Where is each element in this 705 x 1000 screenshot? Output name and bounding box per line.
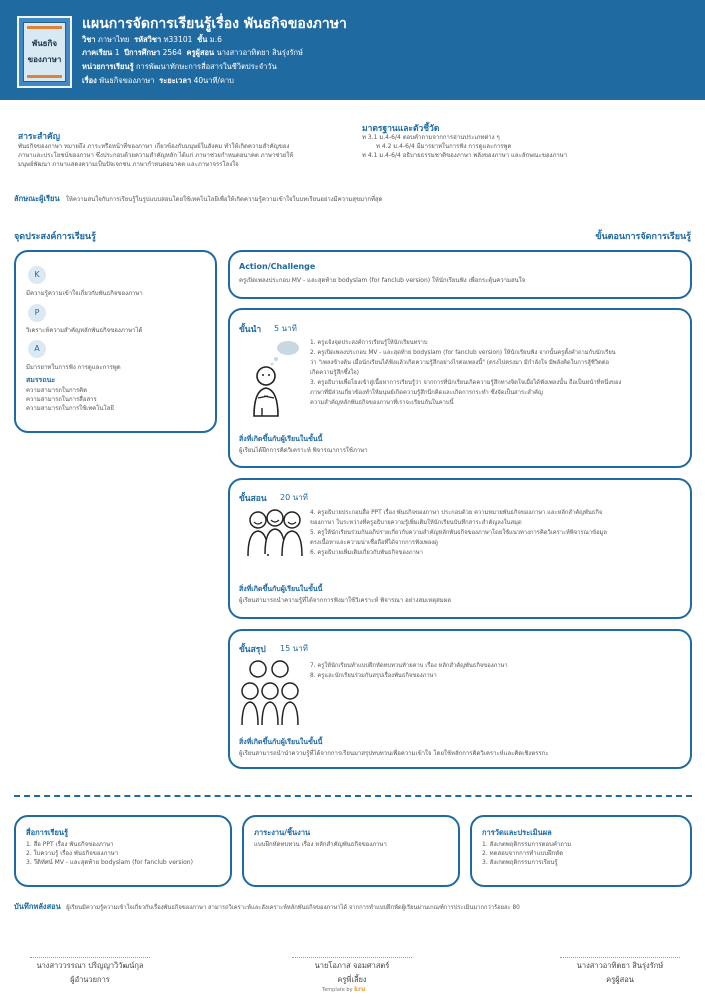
materials-title: สื่อการเรียนรู้ <box>26 828 69 837</box>
section-divider <box>14 795 692 797</box>
competency-list: ความสามารถในการคิด ความสามารถในการสื่อสาร ความสามารถในการใช้เทคโนโลยี <box>26 387 114 412</box>
signature-line-1 <box>30 957 150 958</box>
intro-steps: 1. ครูแจ้งจุดประสงค์การเรียนรู้ให้นักเรียนทราบ 2. ครูเปิดเพลงประกอบ MV - และสุดท้าย bodyslam (for fanclub version) ให้นักเรียนฟัง จากนั้นครูตั้งคำถามกับนักเรียน ว่า "เพลงข้างต้น เมื่อนักเรียนได้ฟังแล้วเกิดความรู้สึกอย่างไรต่อเพลงนี้" (ตรงไปตรงมา มีกำลังใจ มีพลังคิดในการสู้ชีวิตต่อ เกิดความรู้สึกซึ้งใจ) 3. ครูอธิบายเพื่อโยงเข้าสู่เนื้อหาการเรียนรู้ว่า จากการที่นักเรียนเกิดความรู้สึกทางจิตใจเมื่อได้ฟังเพลงนั้น ถือเป็นหน้าที่หนึ่งของ ภาษาที่มีส่วนเกี่ยวข้องทำให้มนุษย์เกิดความรู้สึกนึกคิดและเกิดการกระทำ ซึ่งจัดเป็นสาระสำคัญ ความสำคัญหลักพันธกิจของภาษาที่เราจะเรียนกันในคาบนี้ <box>310 340 622 406</box>
header-topic-line: เรื่อง พันธกิจของภาษา ระยะเวลา 40นาที/คาบ <box>82 76 234 85</box>
summary-result-title: สิ่งที่เกิดขึ้นกับผู้เรียนในขั้นนี้ <box>239 738 323 746</box>
challenge-title: Action/Challenge <box>239 262 316 271</box>
p-objective: วิเคราะห์ความสำคัญหลักพันธกิจของภาษาได้ <box>26 327 143 334</box>
p-badge: P <box>28 304 46 322</box>
signature-name-1: นางสาววรรณา ปริญญาวิวัฒน์กุล <box>36 961 144 970</box>
teach-phase-card <box>228 478 692 619</box>
essence-text: พันธกิจของภาษา หมายถึง ภาระหรือหน้าที่ของภาษา เกี่ยวข้องกับมนุษย์ในสังคม ทำให้เกิดความสำคัญของ ภาษาและประโยชน์ของภาษา ซึ่งประกอบด้วยความสำคัญหลัก ได้แก่ ภาษาช่วยกำหนดอนาคต ภาษาช่วยให้ มนุษย์พัฒนา ภาษาแสดงความเป็นปัจเจกชน ภาษากำหนดอนาคต และภาษาจรรโลงใจ <box>18 143 294 168</box>
standards-title: มาตรฐานและตัวชี้วัด <box>362 124 440 134</box>
intro-result-text: ผู้เรียนได้ฝึกการคิดวิเคราะห์ พิจารณาการใช้ภาษา <box>239 447 368 454</box>
group-summary-icon <box>238 657 308 727</box>
summary-steps: 7. ครูให้นักเรียนทำแบบฝึกหัดทบทวนท้ายคาบ เรื่อง หลักสำคัญพันธกิจของภาษา 8. ครูและนักเรียนร่วมกันสรุปเรื่องพันธกิจของภาษา <box>310 663 508 679</box>
after-teaching-note: บันทึกหลังสอน ผู้เรียนมีความรู้ความเข้าใจเกี่ยวกับเรื่องพันธกิจของภาษา สามารถวิเคราะห์และสังเคราะห์หลักพันธกิจของภาษาได้ จากการทำแบบฝึกหัดผู้เรียนผ่านเกณฑ์การประเมินมากกว่าร้อยละ 80 <box>14 902 520 911</box>
materials-card <box>14 815 232 887</box>
signature-role-1: ผู้อำนวยการ <box>70 975 110 984</box>
signature-line-3 <box>560 957 680 958</box>
summary-result-text: ผู้เรียนสามารถนำนำความรู้ที่ได้จากการเรียนมาสรุปทบทวนเพื่อความเข้าใจ โดยใช้หลักการคิดวิเคราะห์และคิดเชิงตรรกะ <box>239 750 549 757</box>
header-banner <box>0 0 705 100</box>
intro-time: 5 นาที <box>274 324 297 333</box>
tasks-text: แบบฝึกหัดทบทวน เรื่อง หลักสำคัญพันธกิจของภาษา <box>254 841 387 848</box>
challenge-card <box>228 250 692 299</box>
header-subject-line: วิชา ภาษาไทย รหัสวิชา ท33101 ชั้น ม.6 <box>82 35 222 44</box>
teach-time: 20 นาที <box>280 493 308 502</box>
signature-line-2 <box>292 957 412 958</box>
book-cover-line1: พันธกิจ <box>31 39 58 48</box>
teach-title: ขั้นสอน <box>239 494 267 504</box>
page-title: แผนการจัดการเรียนรู้เรื่อง พันธกิจของภาษา <box>82 16 347 32</box>
materials-list: 1. สื่อ PPT เรื่อง พันธกิจของภาษา 2. ใบความรู้ เรื่อง พันธกิจของภาษา 3. วีดิทัศน์ MV - และสุดท้าย bodyslam (for fanclub version) <box>26 841 193 866</box>
header-term-line: ภาคเรียน 1 ปีการศึกษา 2564 ครูผู้สอน นางสาวอาทิตยา สินรุ่งรักษ์ <box>82 48 303 57</box>
book-cover-line2: ของภาษา <box>27 55 62 64</box>
group-discussion-icon <box>244 508 306 568</box>
k-badge: K <box>28 266 46 284</box>
objectives-card <box>14 250 217 433</box>
learner-traits: ลักษณะผู้เรียน ให้ความสนใจกับการเรียนรู้ในรูปแบบสอนโดยใช้เทคโนโลยีเพื่อให้เกิดความรู้ความเข้าใจในบทเรียนอย่างมีความสุขมากที่สุด <box>14 194 383 203</box>
intro-title: ขั้นนำ <box>239 325 262 335</box>
template-credit: Template by kru <box>322 986 366 993</box>
teach-result-title: สิ่งที่เกิดขึ้นกับผู้เรียนในขั้นนี้ <box>239 585 323 593</box>
signature-role-2: ครูพี่เลี้ยง <box>337 975 367 984</box>
objectives-title: จุดประสงค์การเรียนรู้ <box>14 232 96 242</box>
a-objective: มีมารยาทในการฟัง การดูและการพูด <box>26 364 121 371</box>
signature-name-3: นางสาวอาทิตยา สินรุ่งรักษ์ <box>576 961 664 970</box>
tasks-title: ภาระงาน/ชิ้นงาน <box>254 828 311 837</box>
book-cover-image <box>17 16 72 88</box>
teach-result-text: ผู้เรียนสามารถนำความรู้ที่ได้จากการฟังมาใช้วิเคราะห์ พิจารณา อย่างสมเหตุสมผล <box>239 597 451 604</box>
standards-list: ท 3.1 ม.4-6/4 ตอบคำถามจากการอ่านประเภทต่าง ๆ ท 4.2 ม.4-6/4 มีมารยาทในการฟัง การดูและการพูด ท 4.1 ม.4-6/4 อธิบายธรรมชาติของภาษา พลังของภาษา และลักษณะของภาษา <box>362 134 568 159</box>
header-unit-line: หน่วยการเรียนรู้ การพัฒนาทักษะการสื่อสารในชีวิตประจำวัน <box>82 62 277 71</box>
evaluation-card <box>470 815 692 887</box>
intro-result-title: สิ่งที่เกิดขึ้นกับผู้เรียนในขั้นนี้ <box>239 435 323 443</box>
a-badge: A <box>28 340 46 358</box>
competency-title: สมรรถนะ <box>26 376 56 384</box>
summary-title: ขั้นสรุป <box>239 645 266 655</box>
tasks-card <box>242 815 460 887</box>
intro-phase-card <box>228 308 692 468</box>
signature-role-3: ครูผู้สอน <box>606 975 634 984</box>
thinking-person-icon <box>244 338 308 418</box>
evaluation-title: การวัดและประเมินผล <box>482 828 552 837</box>
signature-name-2: นายโอภาส จอมศาสตร์ <box>314 961 390 970</box>
challenge-text: ครูเปิดเพลงประกอบ MV - และสุดท้าย bodyslam (for fanclub version) ให้นักเรียนฟัง เพื่อกระตุ้นความสนใจ <box>239 277 526 284</box>
k-objective: มีความรู้ความเข้าใจเกี่ยวกับพันธกิจของภาษา <box>26 290 143 297</box>
essence-title: สาระสำคัญ <box>18 132 60 142</box>
summary-phase-card <box>228 629 692 769</box>
procedure-title: ขั้นตอนการจัดการเรียนรู้ <box>595 232 691 242</box>
evaluation-list: 1. สังเกตพฤติกรรมการตอบคำถาม 2. ทดสอบจากการทำแบบฝึกหัด 3. สังเกตพฤติกรรมการเรียนรู้ <box>482 841 572 866</box>
teach-steps: 4. ครูอธิบายประกอบสื่อ PPT เรื่อง พันธกิจของภาษา ประกอบด้วย ความหมายพันธกิจของภาษา และหลักสำคัญพันธกิจ ของภาษา ในระหว่างที่ครูอธิบายความรู้เพิ่มเติมให้นักเรียนบันทึกสาระสำคัญลงในสมุด 5. ครูให้นักเรียนร่วมกันอภิปรายเกี่ยวกับความสำคัญหลักพันธกิจของภาษาโดยใช้แนวทางการคิดวิเคราะห์พิจารณาข้อมูล ตรงเนื้อหาและความน่าเชื่อถือที่ได้จากการฟังเพลงดู 6. ครูอธิบายเพิ่มเติมเกี่ยวกับพันธกิจของภาษา <box>310 510 607 556</box>
summary-time: 15 นาที <box>280 644 308 653</box>
